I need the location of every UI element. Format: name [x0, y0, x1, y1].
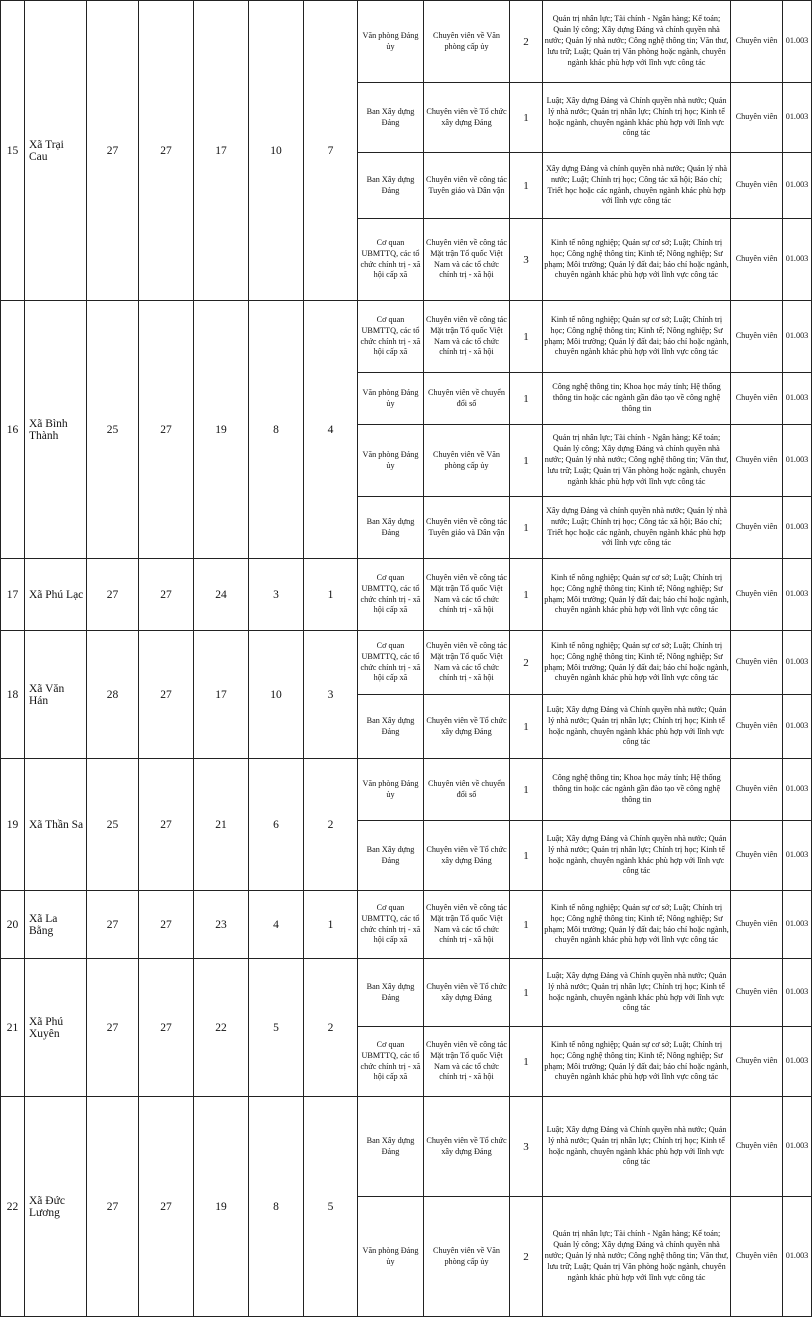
commune-value: 28 [87, 631, 139, 759]
position-code: 01.003 [783, 497, 812, 559]
position-rank: Chuyên viên [731, 695, 783, 759]
table-row [1, 301, 812, 373]
position-code: 01.003 [783, 1, 812, 83]
commune-value: 3 [304, 631, 358, 759]
table-row [1, 959, 812, 1027]
position-count: 2 [510, 631, 543, 695]
position-job: Chuyên viên về Tổ chức xây dựng Đảng [424, 959, 510, 1027]
position-count: 1 [510, 301, 543, 373]
commune-value: 27 [139, 1097, 194, 1317]
position-requirements: Kinh tế nông nghiệp; Quản sự cơ sở; Luật; Chính trị học; Công nghệ thông tin; Kinh tế; Nông nghiệp; Sư phạm; Môi trường; Quản lý đất đai; báo chí hoặc ngành, chuyên ngành khác phù hợp với lĩnh vực công tác [543, 631, 731, 695]
commune-value: 6 [249, 759, 304, 891]
commune-name: Xã Trại Cau [25, 1, 87, 301]
position-count: 1 [510, 373, 543, 425]
position-code: 01.003 [783, 695, 812, 759]
commune-stt: 22 [1, 1097, 25, 1317]
position-count: 2 [510, 1, 543, 83]
position-code: 01.003 [783, 631, 812, 695]
position-org: Ban Xây dựng Đảng [358, 959, 424, 1027]
position-requirements: Luật; Xây dựng Đảng và Chính quyền nhà nước; Quản lý nhà nước; Quản trị nhân lực; Chính trị học; Kinh tế hoặc ngành, chuyên ngành khác phù hợp với lĩnh vực công tác [543, 821, 731, 891]
position-job: Chuyên viên về công tác Mặt trận Tổ quốc Việt Nam và các tổ chức chính trị - xã hội [424, 559, 510, 631]
commune-value: 2 [304, 759, 358, 891]
position-job: Chuyên viên về công tác Mặt trận Tổ quốc Việt Nam và các tổ chức chính trị - xã hội [424, 301, 510, 373]
position-count: 1 [510, 759, 543, 821]
position-rank: Chuyên viên [731, 1197, 783, 1317]
commune-value: 2 [304, 959, 358, 1097]
commune-value: 27 [87, 891, 139, 959]
commune-name: Xã Phú Lạc [25, 559, 87, 631]
position-code: 01.003 [783, 373, 812, 425]
position-count: 1 [510, 153, 543, 219]
commune-value: 27 [139, 559, 194, 631]
commune-value: 25 [87, 301, 139, 559]
position-rank: Chuyên viên [731, 153, 783, 219]
commune-value: 27 [139, 301, 194, 559]
position-requirements: Xây dựng Đảng và chính quyền nhà nước; Quản lý nhà nước; Luật; Chính trị học; Công tác xã hội; Báo chí; Triết học hoặc các ngành, chuyên ngành khác phù hợp với lĩnh vực công tác [543, 153, 731, 219]
commune-value: 27 [139, 631, 194, 759]
position-code: 01.003 [783, 559, 812, 631]
commune-value: 27 [87, 959, 139, 1097]
table-row [1, 559, 812, 631]
commune-value: 25 [87, 759, 139, 891]
position-code: 01.003 [783, 759, 812, 821]
position-job: Chuyên viên về công tác Tuyên giáo và Dân vận [424, 497, 510, 559]
position-job: Chuyên viên về công tác Mặt trận Tổ quốc Việt Nam và các tổ chức chính trị - xã hội [424, 631, 510, 695]
commune-stt: 17 [1, 559, 25, 631]
position-count: 1 [510, 821, 543, 891]
commune-name: Xã Đức Lương [25, 1097, 87, 1317]
position-rank: Chuyên viên [731, 425, 783, 497]
position-org: Cơ quan UBMTTQ, các tổ chức chính trị - xã hội cấp xã [358, 1027, 424, 1097]
commune-value: 4 [304, 301, 358, 559]
position-org: Ban Xây dựng Đảng [358, 153, 424, 219]
position-org: Cơ quan UBMTTQ, các tổ chức chính trị - xã hội cấp xã [358, 301, 424, 373]
position-requirements: Công nghệ thông tin; Khoa học máy tính; Hệ thống thông tin hoặc các ngành gần đào tạo về công nghệ thông tin [543, 373, 731, 425]
position-job: Chuyên viên về công tác Mặt trận Tổ quốc Việt Nam và các tổ chức chính trị - xã hội [424, 219, 510, 301]
table-row [1, 1, 812, 83]
commune-value: 3 [249, 559, 304, 631]
commune-value: 22 [194, 959, 249, 1097]
commune-value: 5 [249, 959, 304, 1097]
commune-value: 1 [304, 891, 358, 959]
position-code: 01.003 [783, 1097, 812, 1197]
position-requirements: Công nghệ thông tin; Khoa học máy tính; Hệ thống thông tin hoặc các ngành gần đào tạo về công nghệ thông tin [543, 759, 731, 821]
position-org: Văn phòng Đảng ủy [358, 373, 424, 425]
position-code: 01.003 [783, 301, 812, 373]
position-code: 01.003 [783, 1197, 812, 1317]
commune-stt: 18 [1, 631, 25, 759]
position-rank: Chuyên viên [731, 631, 783, 695]
position-rank: Chuyên viên [731, 373, 783, 425]
position-code: 01.003 [783, 425, 812, 497]
commune-value: 27 [139, 959, 194, 1097]
position-rank: Chuyên viên [731, 759, 783, 821]
position-code: 01.003 [783, 153, 812, 219]
position-code: 01.003 [783, 83, 812, 153]
position-requirements: Xây dựng Đảng và chính quyền nhà nước; Quản lý nhà nước; Luật; Chính trị học; Công tác xã hội; Báo chí; Triết học hoặc các ngành, chuyên ngành khác phù hợp với lĩnh vực công tác [543, 497, 731, 559]
position-org: Cơ quan UBMTTQ, các tổ chức chính trị - xã hội cấp xã [358, 631, 424, 695]
position-job: Chuyên viên về công tác Tuyên giáo và Dân vận [424, 153, 510, 219]
position-job: Chuyên viên về chuyển đổi số [424, 373, 510, 425]
position-job: Chuyên viên về chuyển đổi số [424, 759, 510, 821]
position-org: Cơ quan UBMTTQ, các tổ chức chính trị - xã hội cấp xã [358, 559, 424, 631]
position-requirements: Luật; Xây dựng Đảng và Chính quyền nhà nước; Quản lý nhà nước; Quản trị nhân lực; Chính trị học; Kinh tế hoặc ngành, chuyên ngành khác phù hợp với lĩnh vực công tác [543, 959, 731, 1027]
position-org: Cơ quan UBMTTQ, các tổ chức chính trị - xã hội cấp xã [358, 219, 424, 301]
commune-value: 10 [249, 1, 304, 301]
position-requirements: Kinh tế nông nghiệp; Quản sự cơ sở; Luật; Chính trị học; Công nghệ thông tin; Kinh tế; Nông nghiệp; Sư phạm; Môi trường; Quản lý đất đai; báo chí hoặc ngành, chuyên ngành khác phù hợp với lĩnh vực công tác [543, 891, 731, 959]
commune-value: 27 [139, 759, 194, 891]
commune-name: Xã Văn Hán [25, 631, 87, 759]
commune-name: Xã Bình Thành [25, 301, 87, 559]
position-rank: Chuyên viên [731, 83, 783, 153]
position-code: 01.003 [783, 959, 812, 1027]
position-rank: Chuyên viên [731, 821, 783, 891]
commune-value: 23 [194, 891, 249, 959]
position-job: Chuyên viên về Tổ chức xây dựng Đảng [424, 821, 510, 891]
commune-value: 8 [249, 301, 304, 559]
position-requirements: Kinh tế nông nghiệp; Quản sự cơ sở; Luật; Chính trị học; Công nghệ thông tin; Kinh tế; Nông nghiệp; Sư phạm; Môi trường; Quản lý đất đai; báo chí hoặc ngành, chuyên ngành khác phù hợp với lĩnh vực công tác [543, 1027, 731, 1097]
commune-value: 17 [194, 631, 249, 759]
position-code: 01.003 [783, 891, 812, 959]
position-count: 1 [510, 959, 543, 1027]
position-job: Chuyên viên về công tác Mặt trận Tổ quốc Việt Nam và các tổ chức chính trị - xã hội [424, 891, 510, 959]
position-rank: Chuyên viên [731, 1027, 783, 1097]
commune-name: Xã La Bằng [25, 891, 87, 959]
position-rank: Chuyên viên [731, 891, 783, 959]
position-count: 1 [510, 559, 543, 631]
table-row [1, 759, 812, 821]
position-requirements: Quản trị nhân lực; Tài chính - Ngân hàng; Kế toán; Quản lý công; Xây dựng Đảng và chính quyền nhà nước; Quản lý nhà nước; Công nghệ thông tin; Văn thư, lưu trữ; Luật; Quản trị Văn phòng hoặc ngành, chuyên ngành khác phù hợp với lĩnh vực công tác [543, 1197, 731, 1317]
position-requirements: Luật; Xây dựng Đảng và Chính quyền nhà nước; Quản lý nhà nước; Quản trị nhân lực; Chính trị học; Kinh tế hoặc ngành, chuyên ngành khác phù hợp với lĩnh vực công tác [543, 1097, 731, 1197]
position-rank: Chuyên viên [731, 559, 783, 631]
position-job: Chuyên viên về Tổ chức xây dựng Đảng [424, 83, 510, 153]
position-org: Cơ quan UBMTTQ, các tổ chức chính trị - xã hội cấp xã [358, 891, 424, 959]
position-count: 1 [510, 83, 543, 153]
position-job: Chuyên viên về Văn phòng cấp ủy [424, 1197, 510, 1317]
commune-name: Xã Thần Sa [25, 759, 87, 891]
commune-value: 19 [194, 301, 249, 559]
position-job: Chuyên viên về Văn phòng cấp ủy [424, 1, 510, 83]
commune-stt: 20 [1, 891, 25, 959]
commune-value: 4 [249, 891, 304, 959]
commune-value: 17 [194, 1, 249, 301]
position-count: 2 [510, 1197, 543, 1317]
position-org: Văn phòng Đảng ủy [358, 1, 424, 83]
position-count: 1 [510, 425, 543, 497]
commune-value: 19 [194, 1097, 249, 1317]
position-count: 1 [510, 891, 543, 959]
position-rank: Chuyên viên [731, 1, 783, 83]
commune-value: 1 [304, 559, 358, 631]
commune-stt: 19 [1, 759, 25, 891]
commune-value: 27 [139, 1, 194, 301]
commune-value: 8 [249, 1097, 304, 1317]
position-org: Ban Xây dựng Đảng [358, 497, 424, 559]
position-requirements: Kinh tế nông nghiệp; Quản sự cơ sở; Luật; Chính trị học; Công nghệ thông tin; Kinh tế; Nông nghiệp; Sư phạm; Môi trường; Quản lý đất đai; báo chí hoặc ngành, chuyên ngành khác phù hợp với lĩnh vực công tác [543, 219, 731, 301]
position-org: Ban Xây dựng Đảng [358, 83, 424, 153]
position-job: Chuyên viên về Văn phòng cấp ủy [424, 425, 510, 497]
table-row [1, 631, 812, 695]
position-org: Văn phòng Đảng ủy [358, 1197, 424, 1317]
position-requirements: Luật; Xây dựng Đảng và Chính quyền nhà nước; Quản lý nhà nước; Quản trị nhân lực; Chính trị học; Kinh tế hoặc ngành, chuyên ngành khác phù hợp với lĩnh vực công tác [543, 695, 731, 759]
position-count: 3 [510, 219, 543, 301]
position-org: Văn phòng Đảng ủy [358, 425, 424, 497]
table-body [1, 1, 812, 1317]
commune-stt: 16 [1, 301, 25, 559]
position-requirements: Quản trị nhân lực; Tài chính - Ngân hàng; Kế toán; Quản lý công; Xây dựng Đảng và chính quyền nhà nước; Quản lý nhà nước; Công nghệ thông tin; Văn thư, lưu trữ; Luật; Quản trị Văn phòng hoặc ngành, chuyên ngành khác phù hợp với lĩnh vực công tác [543, 425, 731, 497]
position-rank: Chuyên viên [731, 959, 783, 1027]
position-count: 1 [510, 497, 543, 559]
table-row [1, 891, 812, 959]
position-requirements: Kinh tế nông nghiệp; Quản sự cơ sở; Luật; Chính trị học; Công nghệ thông tin; Kinh tế; Nông nghiệp; Sư phạm; Môi trường; Quản lý đất đai; báo chí hoặc ngành, chuyên ngành khác phù hợp với lĩnh vực công tác [543, 559, 731, 631]
position-requirements: Quản trị nhân lực; Tài chính - Ngân hàng; Kế toán; Quản lý công; Xây dựng Đảng và chính quyền nhà nước; Quản lý nhà nước; Công nghệ thông tin; Văn thư, lưu trữ; Luật; Quản trị Văn phòng hoặc ngành, chuyên ngành khác phù hợp với lĩnh vực công tác [543, 1, 731, 83]
position-code: 01.003 [783, 821, 812, 891]
position-rank: Chuyên viên [731, 219, 783, 301]
position-org: Ban Xây dựng Đảng [358, 695, 424, 759]
commune-value: 7 [304, 1, 358, 301]
position-rank: Chuyên viên [731, 497, 783, 559]
commune-value: 24 [194, 559, 249, 631]
position-count: 3 [510, 1097, 543, 1197]
position-org: Ban Xây dựng Đảng [358, 1097, 424, 1197]
commune-value: 27 [87, 559, 139, 631]
position-count: 1 [510, 1027, 543, 1097]
commune-value: 27 [139, 891, 194, 959]
position-count: 1 [510, 695, 543, 759]
position-rank: Chuyên viên [731, 1097, 783, 1197]
commune-value: 27 [87, 1097, 139, 1317]
commune-value: 21 [194, 759, 249, 891]
position-org: Ban Xây dựng Đảng [358, 821, 424, 891]
position-job: Chuyên viên về Tổ chức xây dựng Đảng [424, 695, 510, 759]
position-job: Chuyên viên về Tổ chức xây dựng Đảng [424, 1097, 510, 1197]
position-requirements: Kinh tế nông nghiệp; Quản sự cơ sở; Luật; Chính trị học; Công nghệ thông tin; Kinh tế; Nông nghiệp; Sư phạm; Môi trường; Quản lý đất đai; báo chí hoặc ngành, chuyên ngành khác phù hợp với lĩnh vực công tác [543, 301, 731, 373]
table-row [1, 1097, 812, 1197]
commune-stt: 21 [1, 959, 25, 1097]
position-rank: Chuyên viên [731, 301, 783, 373]
position-org: Văn phòng Đảng ủy [358, 759, 424, 821]
position-code: 01.003 [783, 1027, 812, 1097]
position-requirements: Luật; Xây dựng Đảng và Chính quyền nhà nước; Quản lý nhà nước; Quản trị nhân lực; Chính trị học; Kinh tế hoặc ngành, chuyên ngành khác phù hợp với lĩnh vực công tác [543, 83, 731, 153]
commune-name: Xã Phú Xuyên [25, 959, 87, 1097]
commune-value: 5 [304, 1097, 358, 1317]
position-code: 01.003 [783, 219, 812, 301]
commune-value: 27 [87, 1, 139, 301]
commune-stt: 15 [1, 1, 25, 301]
commune-value: 10 [249, 631, 304, 759]
position-job: Chuyên viên về công tác Mặt trận Tổ quốc Việt Nam và các tổ chức chính trị - xã hội [424, 1027, 510, 1097]
